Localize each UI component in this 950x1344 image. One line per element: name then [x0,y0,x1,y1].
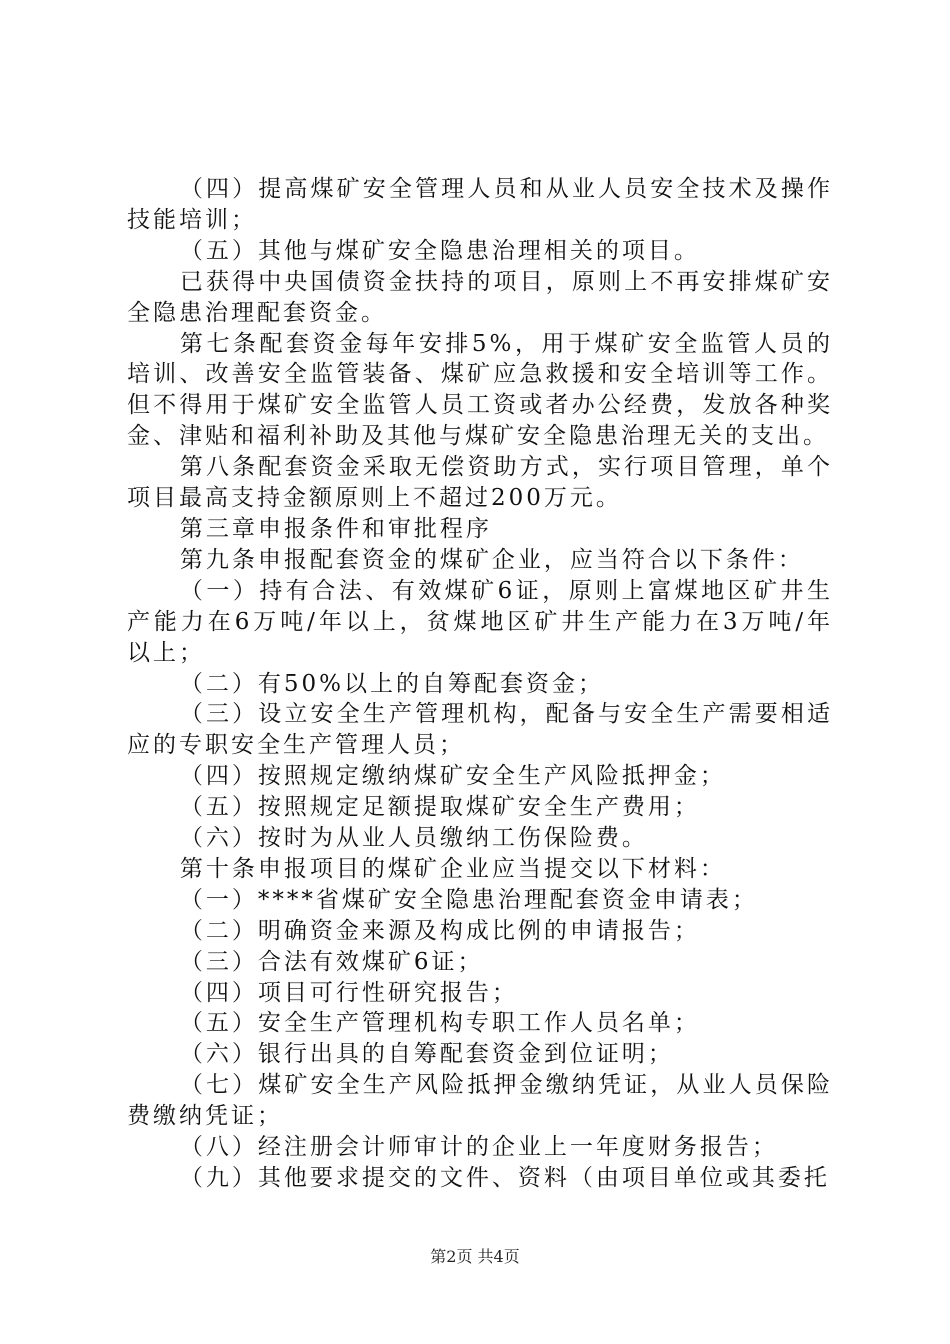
paragraph: 已获得中央国债资金扶持的项目，原则上不再安排煤矿安全隐患治理配套资金。 [127,268,833,326]
paragraph: （五）其他与煤矿安全隐患治理相关的项目。 [179,237,700,264]
paragraph: （一）****省煤矿安全隐患治理配套资金申请表； [179,886,758,913]
paragraph: （三）合法有效煤矿6证； [179,948,484,975]
page-total: 共4页 [477,1247,520,1266]
paragraph: 第十条申报项目的煤矿企业应当提交以下材料： [179,855,726,882]
section-heading: 第三章申报条件和审批程序 [179,515,492,542]
paragraph: （六）按时为从业人员缴纳工伤保险费。 [179,825,648,852]
paragraph: （五）安全生产管理机构专职工作人员名单； [179,1010,700,1037]
document-body [127,174,833,1194]
paragraph: （二）明确资金来源及构成比例的申请报告； [179,917,700,944]
paragraph: （九）其他要求提交的文件、资料（由项目单位或其委托 [179,1165,830,1191]
paragraph: （五）按照规定足额提取煤矿安全生产费用； [179,794,700,821]
paragraph: 第九条申报配套资金的煤矿企业，应当符合以下条件： [179,546,804,573]
paragraph: （四）按照规定缴纳煤矿安全生产风险抵押金； [179,763,726,790]
paragraph: （八）经注册会计师审计的企业上一年度财务报告； [179,1134,778,1161]
paragraph: （三）设立安全生产管理机构，配备与安全生产需要相适应的专职安全生产管理人员； [127,701,833,759]
paragraph: 第八条配套资金采取无偿资助方式，实行项目管理，单个项目最高支持金额原则上不超过200万元。 [127,454,833,512]
page-number: 第2页 [430,1247,473,1266]
paragraph: （二）有50%以上的自筹配套资金； [179,670,605,697]
paragraph: （四）提高煤矿安全管理人员和从业人员安全技术及操作技能培训； [127,176,833,233]
paragraph: （六）银行出具的自筹配套资金到位证明； [179,1041,674,1068]
page-footer [0,1244,950,1267]
paragraph: （一）持有合法、有效煤矿6证，原则上富煤地区矿井生产能力在6万吨/年以上，贫煤地区矿井生产能力在3万吨/年以上； [127,577,833,666]
paragraph: （四）项目可行性研究报告； [179,979,518,1006]
paragraph: （七）煤矿安全生产风险抵押金缴纳凭证，从业人员保险费缴纳凭证； [127,1072,833,1130]
paragraph: 第七条配套资金每年安排5%，用于煤矿安全监管人员的培训、改善安全监管装备、煤矿应急救援和安全培训等工作。但不得用于煤矿安全监管人员工资或者办公经费，发放各种奖金、津贴和福利补助及其他与煤矿安全隐患治理无关的支出。 [127,330,833,450]
